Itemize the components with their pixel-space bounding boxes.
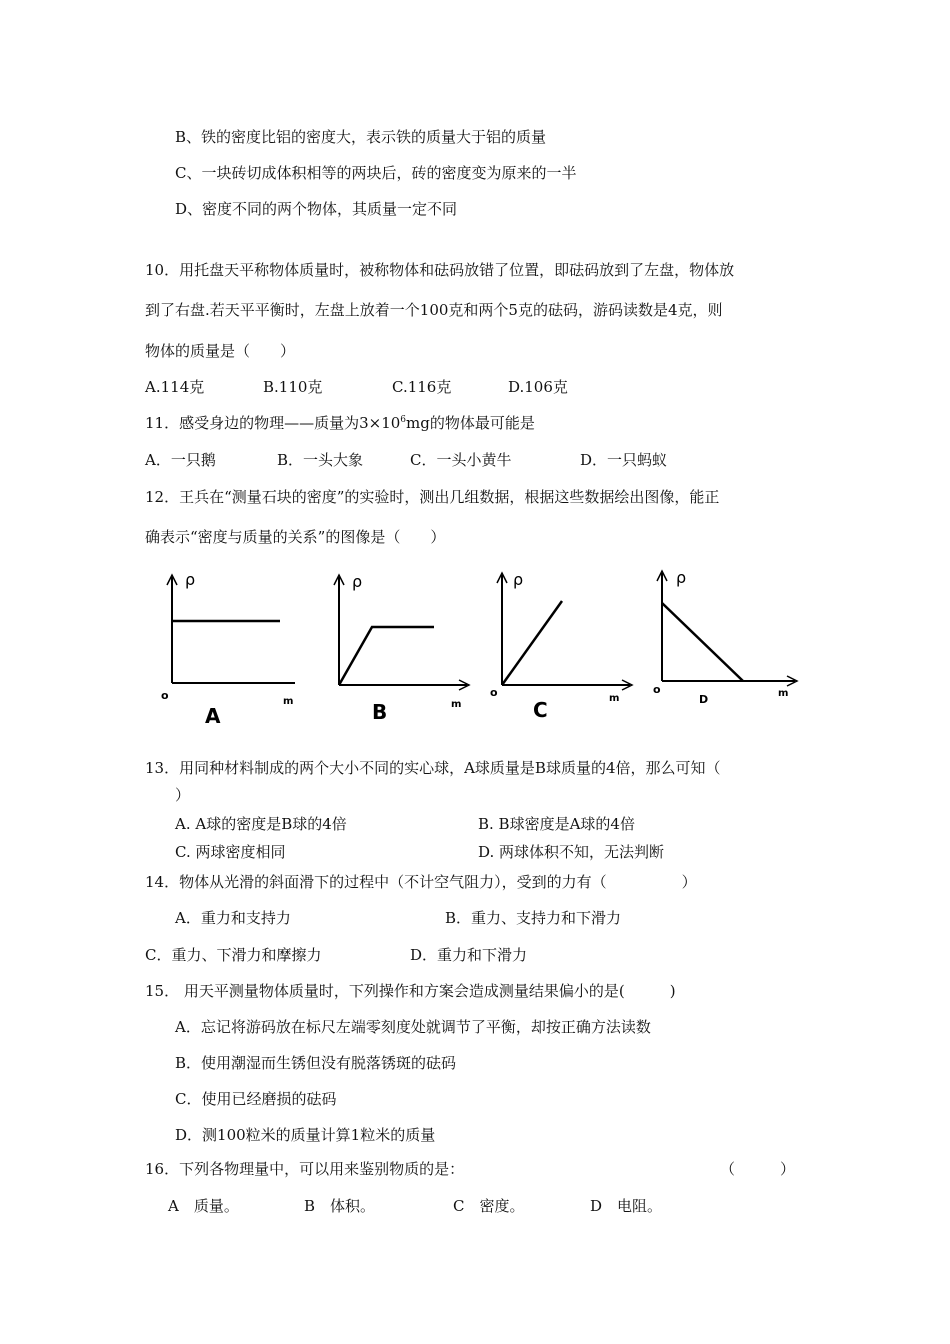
q16-bracket: （ ）: [720, 1160, 796, 1178]
q15-option-a: A．忘记将游码放在标尺左端零刻度处就调节了平衡，却按正确方法读数: [175, 1018, 651, 1036]
q11-stem-exponent: 6: [400, 415, 407, 425]
graph-d-origin-label: o: [653, 683, 661, 696]
q9-option-c: C、一块砖切成体积相等的两块后，砖的密度变为原来的一半: [175, 164, 577, 182]
q16-option-c: C 密度。: [453, 1197, 525, 1215]
q11-stem-after: mg的物体最可能是: [406, 414, 535, 432]
graph-d: [650, 565, 800, 730]
q12-stem-line-1: 12．王兵在“测量石块的密度”的实验时，测出几组数据，根据这些数据绘出图像，能正: [145, 488, 720, 506]
q9-option-d: D、密度不同的两个物体，其质量一定不同: [175, 200, 458, 218]
q10-option-a: A.114克: [145, 378, 205, 396]
q10-stem-line-2: 到了右盘.若天平平衡时，左盘上放着一个100克和两个5克的砝码，游码读数是4克，则: [145, 301, 723, 319]
q13-option-d: D. 两球体积不知，无法判断: [478, 843, 665, 861]
graph-c-label: C: [533, 698, 548, 722]
graph-d-y-label: ρ: [676, 568, 687, 587]
q9-option-b: B、铁的密度比铝的密度大，表示铁的质量大于铝的质量: [175, 128, 547, 146]
q11-option-b: B．一头大象: [277, 451, 364, 469]
graph-c-y-label: ρ: [513, 570, 524, 589]
q10-stem-line-1: 10．用托盘天平称物体质量时，被称物体和砝码放错了位置，即砝码放到了左盘，物体放: [145, 261, 735, 279]
graph-a: [155, 565, 300, 730]
q14-option-b: B．重力、支持力和下滑力: [445, 909, 622, 927]
q15-option-d: D．测100粒米的质量计算1粒米的质量: [175, 1126, 436, 1144]
graph-a-label: A: [205, 704, 221, 728]
graph-c-origin-label: o: [490, 686, 498, 699]
graph-c-curve: [502, 601, 562, 685]
q13-option-c: C. 两球密度相同: [175, 843, 286, 861]
graph-a-origin-label: o: [161, 689, 169, 702]
q11-option-a: A．一只鹅: [145, 451, 216, 469]
graph-b: [322, 565, 472, 730]
q11-option-c: C．一头小黄牛: [410, 451, 512, 469]
q13-option-b: B. B球密度是A球的4倍: [478, 815, 635, 833]
q15-option-b: B．使用潮湿而生锈但没有脱落锈斑的砝码: [175, 1054, 457, 1072]
graph-c-x-label: m: [609, 693, 620, 704]
graph-a-x-label: m: [283, 696, 294, 707]
graph-b-x-label: m: [451, 699, 462, 710]
q13-stem-line-1: 13．用同种材料制成的两个大小不同的实心球，A球质量是B球质量的4倍，那么可知（: [145, 759, 721, 777]
q15-stem: 15． 用天平测量物体质量时，下列操作和方案会造成测量结果偏小的是( ): [145, 982, 676, 1000]
q16-option-a: A 质量。: [168, 1197, 239, 1215]
q10-option-d: D.106克: [508, 378, 568, 396]
q15-option-c: C．使用已经磨损的砝码: [175, 1090, 337, 1108]
graph-b-curve: [339, 627, 434, 685]
graph-c: [485, 565, 635, 730]
q14-option-a: A．重力和支持力: [175, 909, 291, 927]
q14-option-c: C．重力、下滑力和摩擦力: [145, 946, 322, 964]
q16-stem: 16．下列各物理量中，可以用来鉴别物质的是：: [145, 1160, 465, 1178]
graph-b-label: B: [372, 700, 388, 724]
q10-option-c: C.116克: [392, 378, 452, 396]
graph-b-y-label: ρ: [352, 572, 363, 591]
q13-option-a: A. A球的密度是B球的4倍: [175, 815, 347, 833]
q11-stem: [145, 413, 535, 433]
q13-stem-line-2: ）: [175, 786, 191, 804]
q10-stem-line-3: 物体的质量是（ ）: [145, 342, 296, 360]
q14-option-d: D．重力和下滑力: [410, 946, 528, 964]
graph-a-y-label: ρ: [185, 570, 196, 589]
q14-stem: 14．物体从光滑的斜面滑下的过程中（不计空气阻力），受到的力有（ ）: [145, 873, 697, 891]
graph-d-curve: [662, 603, 743, 681]
q10-option-b: B.110克: [263, 378, 323, 396]
q16-option-d: D 电阻。: [590, 1197, 663, 1215]
graph-d-label: D: [699, 693, 709, 706]
q12-stem-line-2: 确表示“密度与质量的关系”的图像是（ ）: [145, 528, 446, 546]
q16-option-b: B 体积。: [304, 1197, 376, 1215]
graph-d-x-label: m: [778, 688, 789, 699]
q11-stem-before: 11．感受身边的物理——质量为3×10: [145, 414, 401, 432]
q11-option-d: D．一只蚂蚁: [580, 451, 668, 469]
